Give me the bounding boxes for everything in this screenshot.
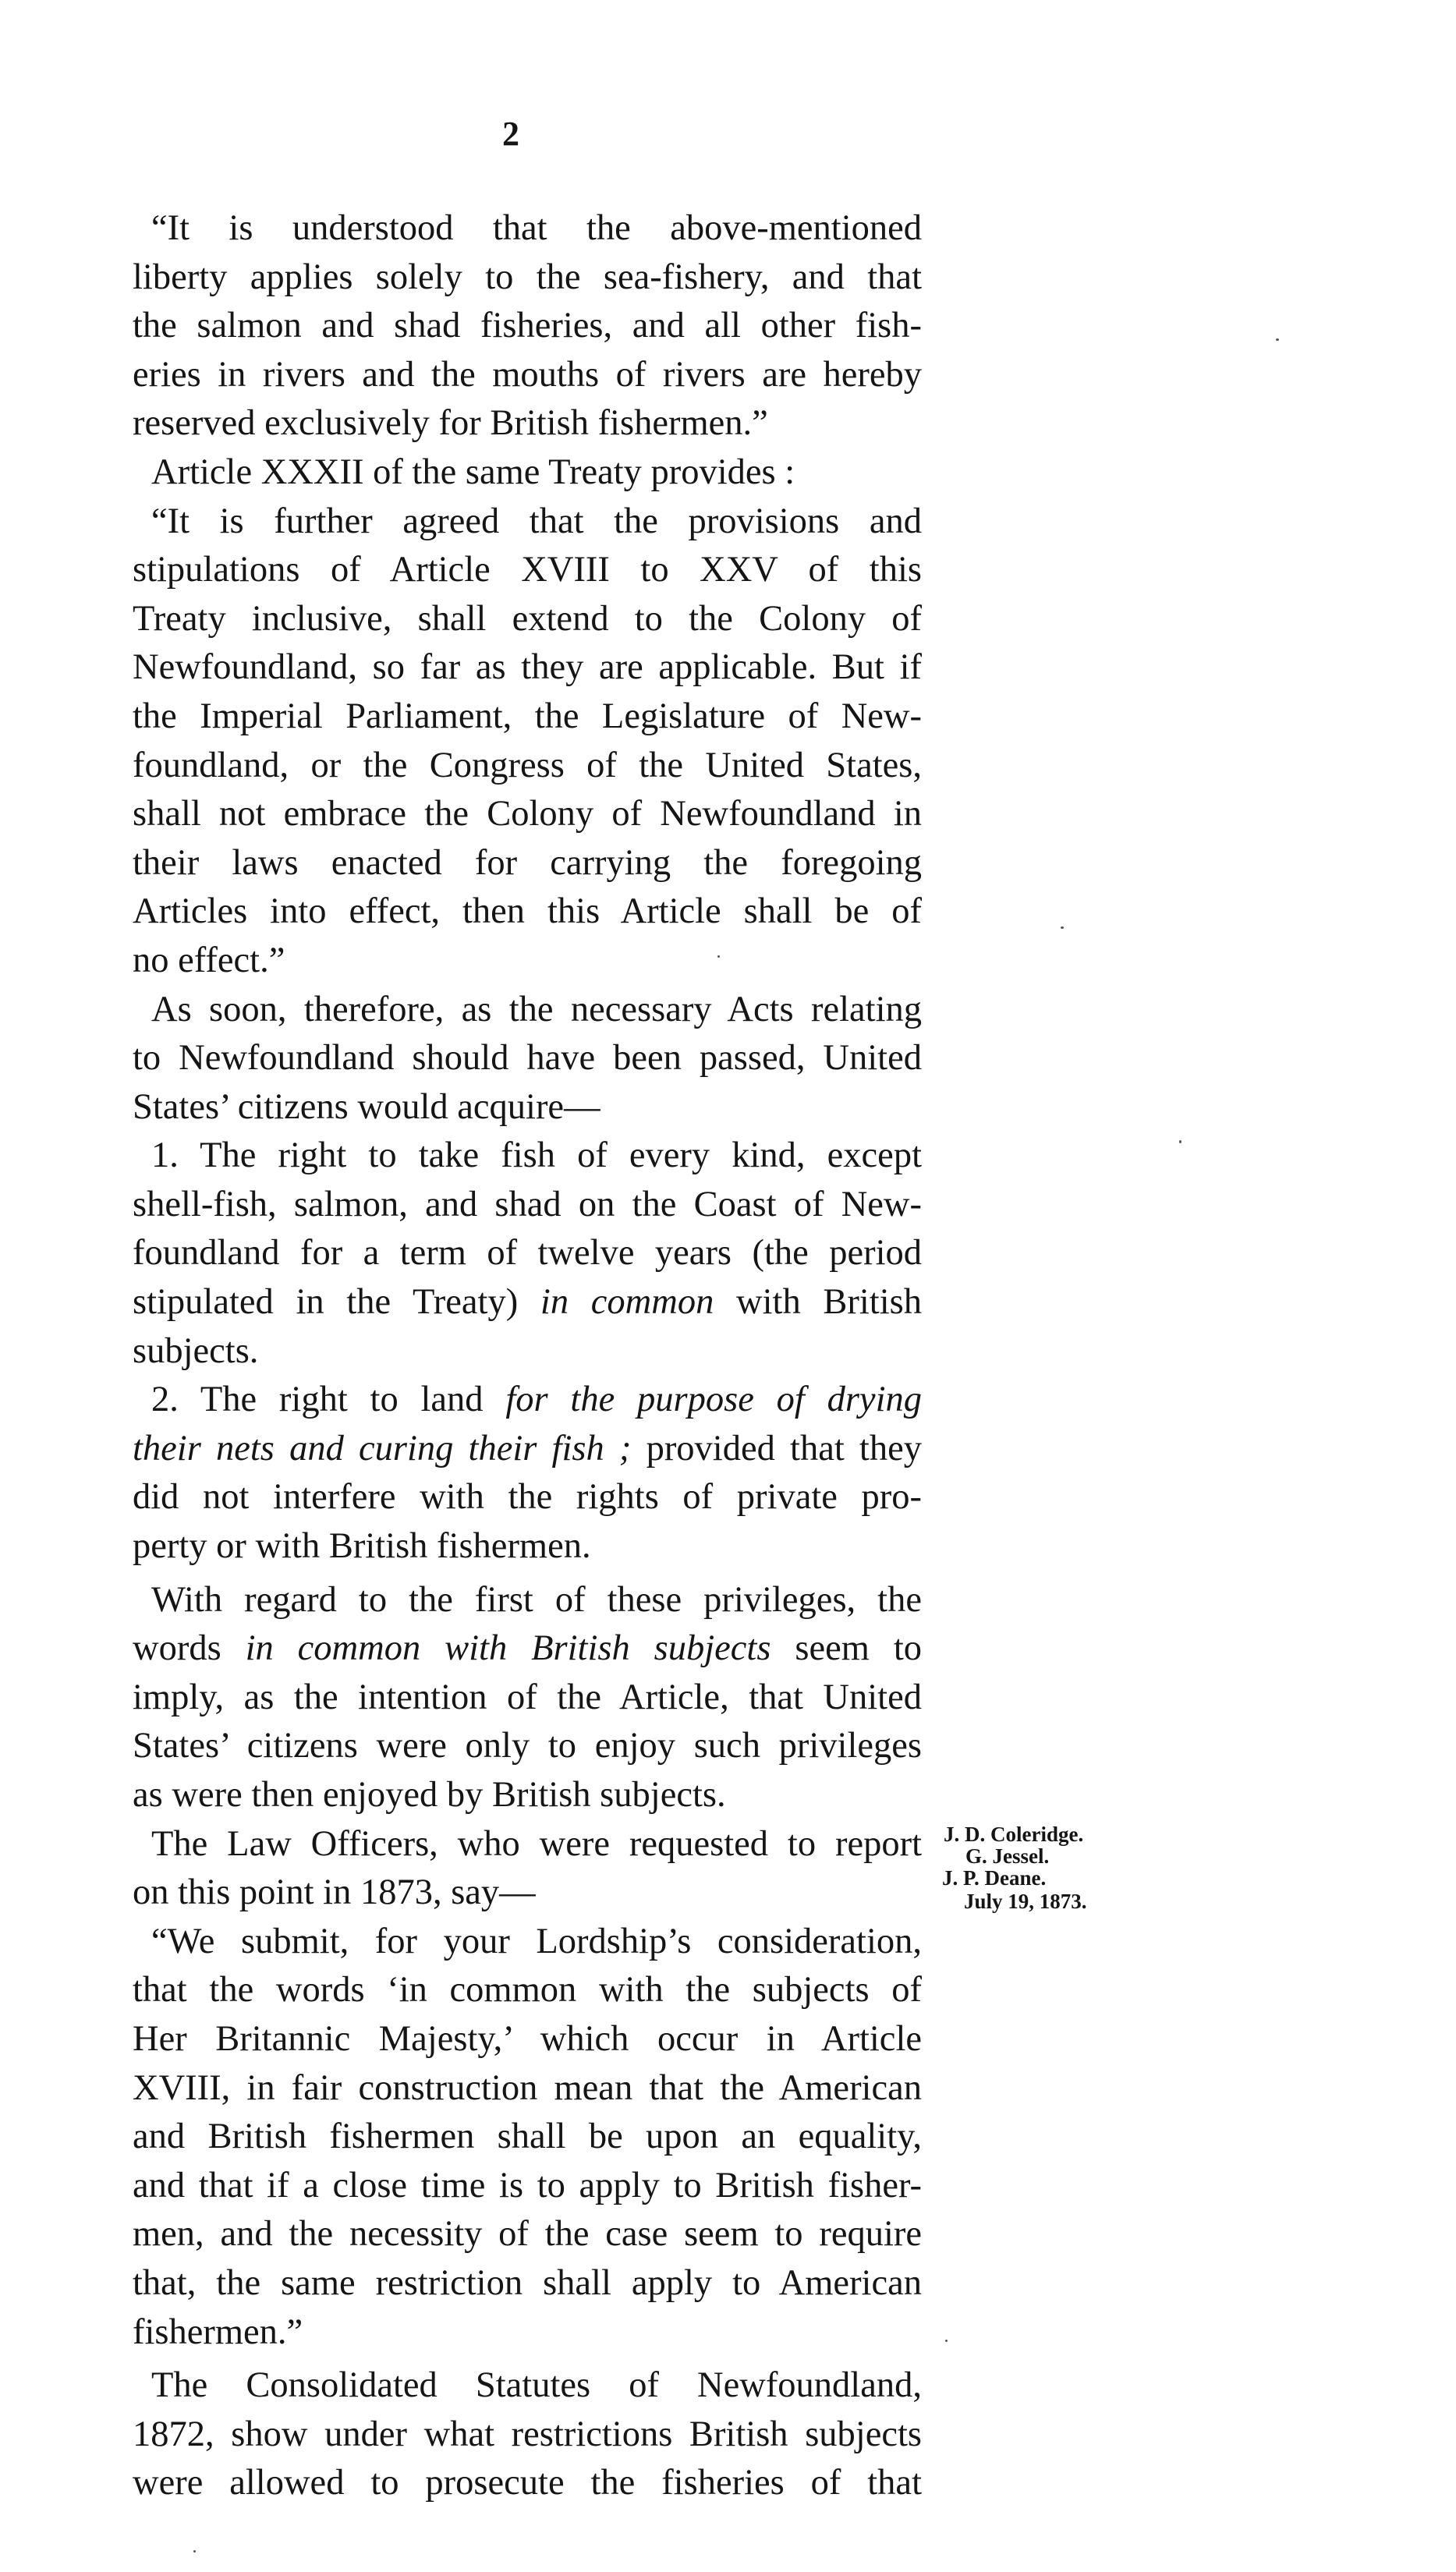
text-line: on this point in 1873, say— <box>133 1872 536 1913</box>
text-line: that the words ‘in common with the subjects of <box>133 1970 922 2010</box>
text-line: imply, as the intention of the Article, that United <box>133 1677 922 1717</box>
main-text-column <box>133 204 922 2508</box>
print-speck <box>717 955 720 958</box>
text-line: States’ citizens were only to enjoy such privileges <box>133 1726 922 1766</box>
print-speck <box>1276 338 1279 341</box>
text-line: The Consolidated Statutes of Newfoundland, <box>151 2365 922 2406</box>
text-line: words in common with British subjects seem to <box>133 1628 922 1669</box>
print-speck <box>945 2340 948 2342</box>
text-line: XVIII, in fair construction mean that the American <box>133 2067 922 2108</box>
print-speck <box>1061 926 1064 929</box>
text-line: and that if a close time is to apply to British fisher- <box>133 2165 922 2205</box>
text-line: foundland, or the Congress of the United States, <box>133 745 922 785</box>
text-line: shell-fish, salmon, and shad on the Coast of New- <box>133 1184 922 1224</box>
text-line: “We submit, for your Lordship’s consideration, <box>151 1921 922 1961</box>
text-line: “It is further agreed that the provisions and <box>151 501 922 541</box>
text-line: With regard to the first of these privileges, the <box>151 1579 922 1620</box>
text-line: were allowed to prosecute the fisheries of that <box>133 2463 922 2503</box>
margin-note <box>942 1823 1176 1912</box>
text-line: Her Britannic Majesty,’ which occur in Article <box>133 2018 922 2059</box>
print-speck <box>1179 1140 1181 1143</box>
text-line: and British fishermen shall be upon an equality, <box>133 2117 922 2157</box>
page-number: 2 <box>502 115 519 153</box>
text-line: as were then enjoyed by British subjects. <box>133 1775 726 1815</box>
text-line: no effect.” <box>133 940 285 980</box>
text-line: States’ citizens would acquire— <box>133 1086 600 1127</box>
text-line: their laws enacted for carrying the foregoing <box>133 842 922 883</box>
text-line: Articles into effect, then this Article shall be of <box>133 891 922 932</box>
text-line: Article XXXII of the same Treaty provides : <box>151 452 795 492</box>
text-line: to Newfoundland should have been passed, United <box>133 1038 922 1079</box>
text-line: Newfoundland, so far as they are applicable. But if <box>133 647 922 688</box>
margin-note-date: July 19, 1873. <box>964 1890 1087 1913</box>
text-line: men, and the necessity of the case seem to require <box>133 2214 922 2255</box>
text-line: As soon, therefore, as the necessary Acts relating <box>151 989 922 1029</box>
text-line: did not interfere with the rights of private pro- <box>133 1477 922 1518</box>
margin-note-signatory-3: J. P. Deane. <box>942 1866 1047 1890</box>
text-line: their nets and curing their fish ; provided that they <box>133 1428 922 1468</box>
text-line: that, the same restriction shall apply to American <box>133 2262 922 2303</box>
margin-note-signatory-1: J. D. Coleridge. <box>944 1823 1084 1846</box>
margin-note-signatory-2: G. Jessel. <box>965 1844 1050 1868</box>
text-line: stipulations of Article XVIII to XXV of this <box>133 550 922 590</box>
text-line: shall not embrace the Colony of Newfoundland in <box>133 794 922 834</box>
text-line: eries in rivers and the mouths of rivers are hereby <box>133 354 922 395</box>
text-line: the Imperial Parliament, the Legislature of New- <box>133 696 922 736</box>
text-line: foundland for a term of twelve years (the period <box>133 1233 922 1274</box>
text-line: perty or with British fishermen. <box>133 1526 591 1567</box>
text-line: stipulated in the Treaty) in common with British <box>133 1282 922 1323</box>
text-line: fishermen.” <box>133 2312 303 2352</box>
text-line: 1872, show under what restrictions British subjects <box>133 2414 922 2454</box>
text-line: the salmon and shad fisheries, and all other fish- <box>133 306 922 346</box>
text-line: “It is understood that the above-mentioned <box>151 208 922 248</box>
text-line: 1. The right to take fish of every kind, except <box>151 1135 922 1176</box>
text-line: reserved exclusively for British fishermen.” <box>133 403 768 444</box>
text-line: 2. The right to land for the purpose of drying <box>151 1380 922 1420</box>
text-line: Treaty inclusive, shall extend to the Colony of <box>133 598 922 639</box>
text-line: The Law Officers, who were requested to report <box>151 1823 922 1864</box>
text-line: liberty applies solely to the sea-fishery, and that <box>133 257 922 297</box>
text-line: subjects. <box>133 1330 259 1371</box>
print-speck <box>193 2550 196 2553</box>
